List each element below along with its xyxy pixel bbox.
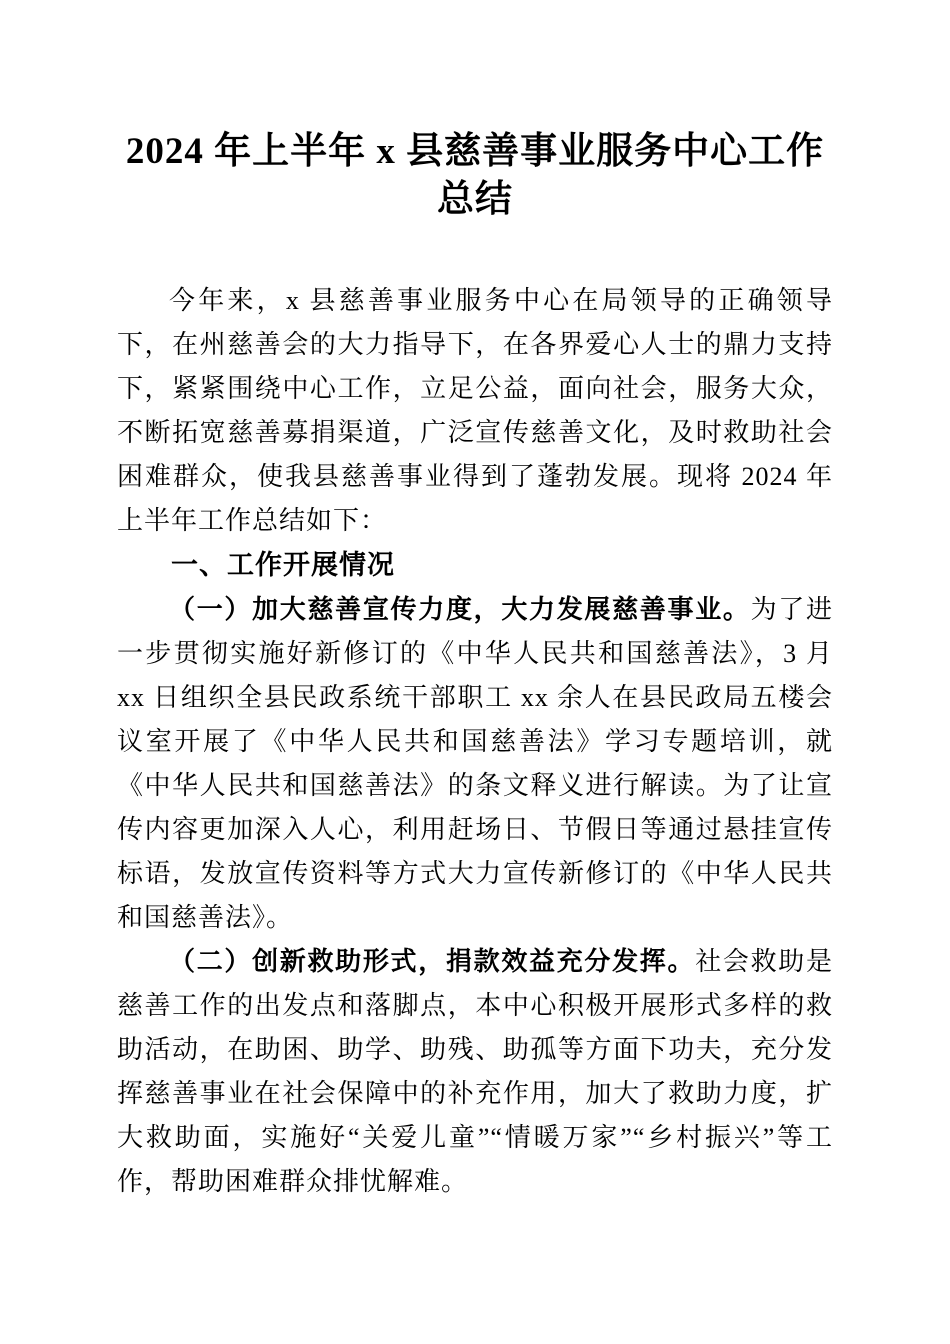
section1-heading: 一、工作开展情况 xyxy=(171,550,395,580)
section1-item2-body: 社会救助是慈善工作的出发点和落脚点，本中心积极开展形式多样的救助活动，在助困、助学、助残、助孤等方面下功夫，充分发挥慈善事业在社会保障中的补充作用，加大了救助力度，扩大救助面，实施好“关爱儿童”“情暖万家”“乡村振兴”等工作，帮助困难群众排忧解难。 xyxy=(117,947,833,1196)
section1-item2-lead: （二）创新救助形式，捐款效益充分发挥。 xyxy=(169,947,696,976)
document-title: 2024 年上半年 x 县慈善事业服务中心工作总结 xyxy=(125,131,825,220)
section1-item1-body: 为了进一步贯彻实施好新修订的《中华人民共和国慈善法》，3 月 xx 日组织全县民政系统干部职工 xx 余人在县民政局五楼会议室开展了《中华人民共和国慈善法》学习专题培训，就《中华人民共和国慈善法》的条文释义进行解读。为了让宣传内容更加深入人心，利用赶场日、节假日等通过悬挂宣传标语，发放宣传资料等方式大力宣传新修订的《中华人民共和国慈善法》。 xyxy=(117,595,833,932)
section1-item1-paragraph xyxy=(117,588,833,940)
section1-item1-lead: （一）加大慈善宣传力度，大力发展慈善事业。 xyxy=(169,595,751,624)
intro-paragraph: 今年来，x 县慈善事业服务中心在局领导的正确领导下，在州慈善会的大力指导下，在各界爱心人士的鼎力支持下，紧紧围绕中心工作，立足公益，面向社会，服务大众，不断拓宽慈善募捐渠道，广泛宣传慈善文化，及时救助社会困难群众，使我县慈善事业得到了蓬勃发展。现将 2024 年上半年工作总结如下： xyxy=(117,286,833,535)
section1-item2-paragraph xyxy=(117,940,833,1204)
